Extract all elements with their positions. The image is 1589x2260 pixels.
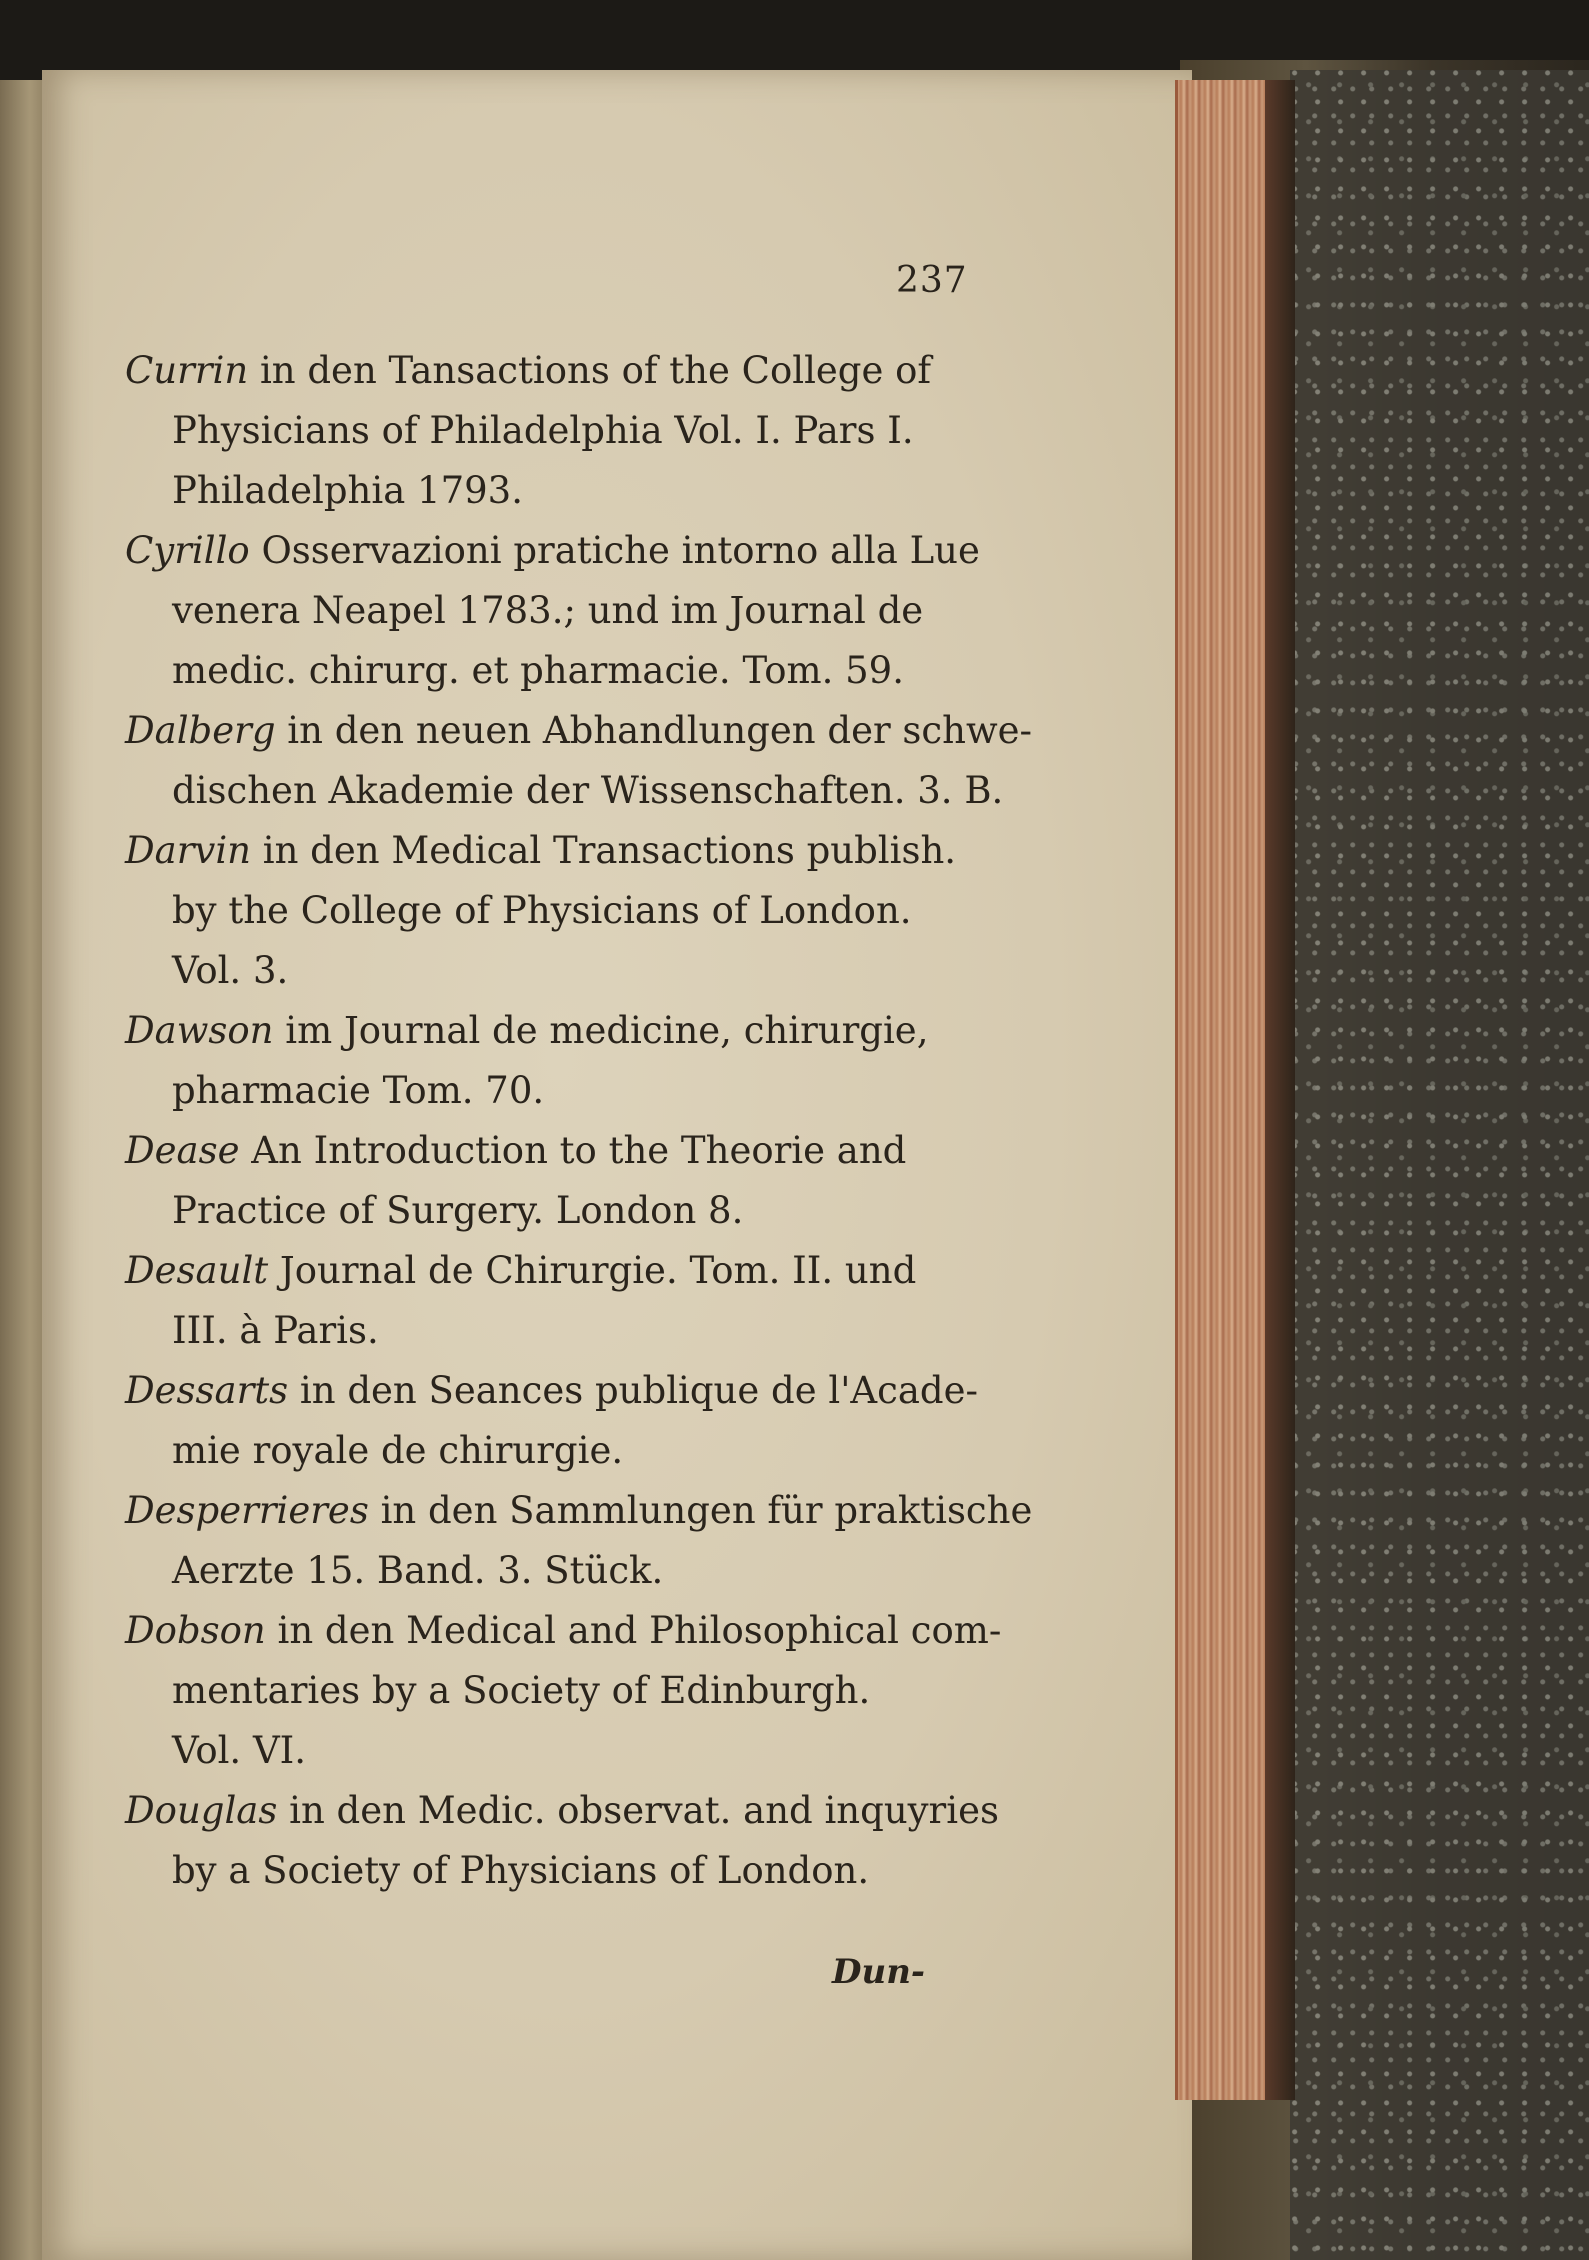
entry-name: Darvin — [125, 829, 251, 872]
entry-name: Dawson — [125, 1009, 274, 1052]
entry-text: im Journal de medicine, chirurgie, — [273, 1009, 929, 1052]
entry-name: Dobson — [125, 1609, 266, 1652]
entry-text: in den Medical and Philosophical com- — [265, 1609, 1002, 1652]
entry-continuation: pharmacie Tom. 70. — [172, 1069, 545, 1112]
entry-name: Cyrillo — [125, 529, 250, 572]
entry-line — [125, 829, 957, 872]
entry-name: Dessarts — [125, 1369, 289, 1412]
entry-text: An Introduction to the Theorie and — [239, 1129, 907, 1172]
entry-continuation: medic. chirurg. et pharmacie. Tom. 59. — [172, 649, 904, 692]
page-number: 237 — [896, 260, 968, 301]
entry-text: in den neuen Abhandlungen der schwe- — [275, 709, 1033, 752]
entry-line — [125, 1129, 907, 1172]
entry-continuation: venera Neapel 1783.; und im Journal de — [172, 589, 924, 632]
entry-continuation: Physicians of Philadelphia Vol. I. Pars I. — [172, 409, 914, 452]
entry-continuation: Aerzte 15. Band. 3. Stück. — [172, 1549, 664, 1592]
entry-name: Desperrieres — [125, 1489, 369, 1532]
entry-line — [125, 529, 980, 572]
entry-name: Dease — [125, 1129, 240, 1172]
entry-name: Currin — [125, 349, 249, 392]
entry-line — [125, 709, 1033, 752]
entry-name: Douglas — [125, 1789, 278, 1832]
entry-continuation: Vol. VI. — [172, 1729, 307, 1772]
entry-continuation: Practice of Surgery. London 8. — [172, 1189, 744, 1232]
entry-line — [125, 349, 932, 392]
entry-continuation: III. à Paris. — [172, 1309, 379, 1352]
entry-text: in den Medical Transactions publish. — [250, 829, 957, 872]
entry-line — [125, 1369, 978, 1412]
entry-text: in den Medic. observat. and inquyries — [277, 1789, 999, 1832]
entry-line — [125, 1609, 1002, 1652]
entry-text: Journal de Chirurgie. Tom. II. und — [268, 1249, 917, 1292]
entry-name: Dalberg — [125, 709, 276, 752]
entry-text: in den Sammlungen für praktische — [368, 1489, 1033, 1532]
entry-continuation: Vol. 3. — [172, 949, 289, 992]
entry-continuation: mie royale de chirurgie. — [172, 1429, 624, 1472]
entry-continuation: Philadelphia 1793. — [172, 469, 523, 512]
entry-continuation: by the College of Physicians of London. — [172, 889, 912, 932]
entry-text: Osservazioni pratiche intorno alla Lue — [249, 529, 980, 572]
entry-line — [125, 1249, 917, 1292]
entry-name: Desault — [125, 1249, 269, 1292]
entry-continuation: by a Society of Physicians of London. — [172, 1849, 870, 1892]
entry-line — [125, 1489, 1033, 1532]
entry-continuation: mentaries by a Society of Edinburgh. — [172, 1669, 871, 1712]
entry-line — [125, 1789, 999, 1832]
entry-continuation: dischen Akademie der Wissenschaften. 3. B. — [172, 769, 1004, 812]
catchword: Dun- — [832, 1952, 926, 1992]
entry-text: in den Tansactions of the College of — [248, 349, 932, 392]
entry-line — [125, 1009, 929, 1052]
entry-text: in den Seances publique de l'Acade- — [288, 1369, 978, 1412]
